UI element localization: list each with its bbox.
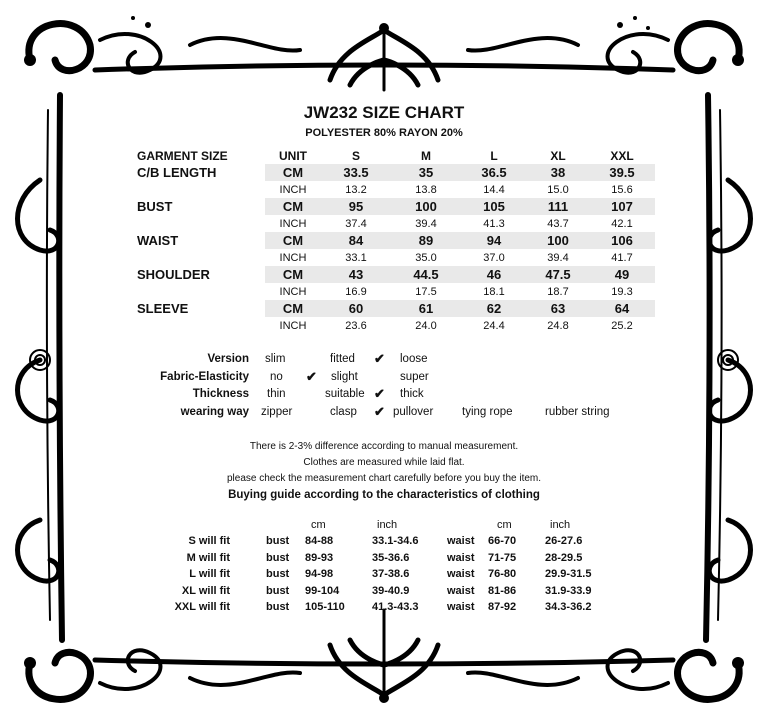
value-cm: 60 xyxy=(321,300,391,317)
guide-fit-size: L will fit xyxy=(189,568,230,580)
value-cm: 111 xyxy=(527,198,589,215)
characteristic-option: rubber string xyxy=(545,405,610,418)
guide-bust-inch: 41.3-43.3 xyxy=(372,601,419,613)
value-inch: 37.0 xyxy=(483,251,505,264)
guide-waist-cm: 71-75 xyxy=(488,551,517,564)
guide-bust-cm: 99-104 xyxy=(305,584,340,597)
value-inch: 18.7 xyxy=(547,285,569,298)
value-cm: 33.5 xyxy=(321,164,391,181)
guide-waist-inch: 26-27.6 xyxy=(545,535,583,547)
guide-bust-cm: 89-93 xyxy=(305,551,334,564)
size-row-inch xyxy=(137,317,655,334)
unit-cm: CM xyxy=(265,164,321,181)
measurement-name-blank xyxy=(137,181,265,198)
value-inch: 13.2 xyxy=(345,183,367,196)
value-inch: 25.2 xyxy=(611,319,633,332)
characteristic-row xyxy=(0,353,768,370)
guide-bust-label: bust xyxy=(266,584,290,597)
guide-bust-cm: 94-98 xyxy=(305,568,334,580)
header-size-xl: XL xyxy=(550,148,566,163)
characteristic-option: slim xyxy=(265,353,286,365)
characteristic-row xyxy=(0,403,768,423)
value-cm: 100 xyxy=(527,232,589,249)
value-inch: 14.4 xyxy=(483,183,505,196)
value-cm: 64 xyxy=(589,300,655,317)
guide-fit-size: XXL will fit xyxy=(174,601,230,613)
value-cm: 107 xyxy=(589,198,655,215)
measurement-name: C/B LENGTH xyxy=(137,165,217,180)
guide-waist-cm: 81-86 xyxy=(488,584,517,597)
guide-col-bust-cm: cm xyxy=(311,519,326,531)
guide-bust-cm: 105-110 xyxy=(305,601,345,613)
characteristic-option: fitted xyxy=(330,353,355,365)
guide-waist-label: waist xyxy=(447,535,475,547)
guide-waist-label: waist xyxy=(447,601,475,613)
header-unit: UNIT xyxy=(279,148,307,163)
value-cm: 100 xyxy=(391,198,461,215)
guide-bust-cm: 84-88 xyxy=(305,535,334,547)
characteristic-option: thin xyxy=(267,388,286,400)
value-inch: 24.4 xyxy=(483,319,505,332)
value-inch: 13.8 xyxy=(415,183,437,196)
measurement-name-blank xyxy=(137,215,265,232)
value-cm: 38 xyxy=(527,164,589,181)
guide-fit-size: XL will fit xyxy=(181,584,230,597)
characteristic-label: Thickness xyxy=(192,388,249,400)
value-cm: 62 xyxy=(461,300,527,317)
note-laid-flat: Clothes are measured while laid flat. xyxy=(303,457,465,468)
guide-col-bust-inch: inch xyxy=(377,519,398,531)
guide-bust-label: bust xyxy=(266,601,290,613)
value-inch: 16.9 xyxy=(345,285,367,298)
value-inch: 15.6 xyxy=(611,183,633,196)
guide-waist-label: waist xyxy=(447,551,475,564)
guide-waist-label: waist xyxy=(447,568,475,580)
characteristic-option: pullover xyxy=(393,405,434,418)
guide-waist-cm: 66-70 xyxy=(488,535,517,547)
value-cm: 105 xyxy=(461,198,527,215)
size-row-cm xyxy=(137,300,655,317)
unit-cm: CM xyxy=(265,300,321,317)
value-inch: 37.4 xyxy=(345,217,367,230)
value-inch: 17.5 xyxy=(415,285,437,298)
guide-waist-inch: 28-29.5 xyxy=(545,551,583,564)
characteristic-option: clasp xyxy=(330,405,357,418)
measurement-name: SLEEVE xyxy=(137,301,189,316)
size-row-cm xyxy=(137,164,655,181)
value-inch: 39.4 xyxy=(415,217,437,230)
unit-inch: INCH xyxy=(279,251,307,264)
guide-waist-inch: 34.3-36.2 xyxy=(545,601,592,613)
characteristic-row xyxy=(0,388,768,405)
measurement-name: BUST xyxy=(137,199,173,214)
header-size-xxl: XXL xyxy=(610,148,634,163)
value-inch: 18.1 xyxy=(483,285,505,298)
value-cm: 94 xyxy=(461,232,527,249)
value-cm: 84 xyxy=(321,232,391,249)
characteristic-option: no xyxy=(270,370,283,383)
unit-cm: CM xyxy=(265,266,321,283)
characteristic-label: Version xyxy=(207,353,249,365)
size-row-cm xyxy=(137,266,655,283)
value-inch: 15.0 xyxy=(547,183,569,196)
note-check-chart: please check the measurement chart carefully before you buy the item. xyxy=(226,473,542,484)
guide-bust-inch: 33.1-34.6 xyxy=(372,535,419,547)
characteristic-row xyxy=(0,368,768,388)
characteristic-option: loose xyxy=(400,353,428,365)
value-cm: 44.5 xyxy=(391,266,461,283)
guide-bust-label: bust xyxy=(266,551,290,564)
header-size-m: M xyxy=(421,148,431,163)
guide-col-waist-cm: cm xyxy=(497,519,512,531)
guide-waist-inch: 31.9-33.9 xyxy=(545,584,592,597)
note-difference: There is 2-3% difference according to manual measurement. xyxy=(249,441,519,452)
size-row-inch xyxy=(137,215,655,232)
value-inch: 42.1 xyxy=(611,217,633,230)
unit-cm: CM xyxy=(265,232,321,249)
size-table-header xyxy=(137,147,655,164)
unit-inch: INCH xyxy=(279,183,307,196)
characteristic-label: Fabric-Elasticity xyxy=(160,370,249,383)
unit-inch: INCH xyxy=(279,285,307,298)
guide-fit-size: S will fit xyxy=(188,535,230,547)
check-mark-icon: ✔ xyxy=(374,386,385,401)
unit-inch: INCH xyxy=(279,217,307,230)
measurement-name-blank xyxy=(137,249,265,266)
check-mark-icon: ✔ xyxy=(374,403,385,419)
value-inch: 41.3 xyxy=(483,217,505,230)
guide-bust-label: bust xyxy=(266,535,290,547)
value-cm: 106 xyxy=(589,232,655,249)
chart-title: JW232 SIZE CHART xyxy=(303,103,465,122)
size-row-cm xyxy=(137,232,655,249)
header-garment-size: GARMENT SIZE xyxy=(137,148,228,163)
guide-waist-cm: 87-92 xyxy=(488,601,517,613)
size-row-inch xyxy=(137,181,655,198)
guide-bust-inch: 35-36.6 xyxy=(372,551,410,564)
check-mark-icon: ✔ xyxy=(374,351,385,366)
value-cm: 36.5 xyxy=(461,164,527,181)
value-cm: 43 xyxy=(321,266,391,283)
guide-bust-inch: 39-40.9 xyxy=(372,584,410,597)
header-size-s: S xyxy=(351,148,360,163)
characteristic-option: zipper xyxy=(261,405,293,418)
unit-cm: CM xyxy=(265,198,321,215)
guide-fit-size: M will fit xyxy=(186,551,230,564)
value-cm: 61 xyxy=(391,300,461,317)
characteristic-option: super xyxy=(400,370,429,383)
guide-waist-inch: 29.9-31.5 xyxy=(545,568,592,580)
value-inch: 43.7 xyxy=(547,217,569,230)
value-inch: 39.4 xyxy=(547,251,569,264)
value-inch: 23.6 xyxy=(345,319,367,332)
value-cm: 39.5 xyxy=(589,164,655,181)
characteristic-label: wearing way xyxy=(180,405,249,418)
guide-bust-inch: 37-38.6 xyxy=(372,568,410,580)
value-inch: 41.7 xyxy=(611,251,633,264)
value-inch: 24.0 xyxy=(415,319,437,332)
value-inch: 24.8 xyxy=(547,319,569,332)
value-cm: 47.5 xyxy=(527,266,589,283)
check-mark-icon: ✔ xyxy=(306,368,317,384)
size-row-inch xyxy=(137,249,655,266)
value-cm: 49 xyxy=(589,266,655,283)
fabric-composition: POLYESTER 80% RAYON 20% xyxy=(305,127,463,139)
value-cm: 95 xyxy=(321,198,391,215)
buying-guide-title: Buying guide according to the characteristics of clothing xyxy=(228,489,540,501)
characteristic-option: slight xyxy=(331,370,358,383)
measurement-name-blank xyxy=(137,283,265,300)
value-inch: 19.3 xyxy=(611,285,633,298)
characteristic-option: tying rope xyxy=(462,405,513,418)
measurement-name-blank xyxy=(137,317,265,334)
characteristic-option: thick xyxy=(400,388,424,400)
value-cm: 35 xyxy=(391,164,461,181)
guide-waist-cm: 76-80 xyxy=(488,568,517,580)
size-table xyxy=(137,147,655,334)
unit-inch: INCH xyxy=(279,319,307,332)
characteristic-option: suitable xyxy=(325,388,365,400)
guide-col-waist-inch: inch xyxy=(550,519,571,531)
guide-waist-label: waist xyxy=(447,584,475,597)
value-cm: 89 xyxy=(391,232,461,249)
guide-bust-label: bust xyxy=(266,568,290,580)
value-inch: 35.0 xyxy=(415,251,437,264)
measurement-name: WAIST xyxy=(137,233,179,248)
size-row-inch xyxy=(137,283,655,300)
value-inch: 33.1 xyxy=(345,251,367,264)
value-cm: 63 xyxy=(527,300,589,317)
measurement-name: SHOULDER xyxy=(137,267,210,282)
size-row-cm xyxy=(137,198,655,215)
value-cm: 46 xyxy=(461,266,527,283)
header-size-l: L xyxy=(490,148,498,163)
